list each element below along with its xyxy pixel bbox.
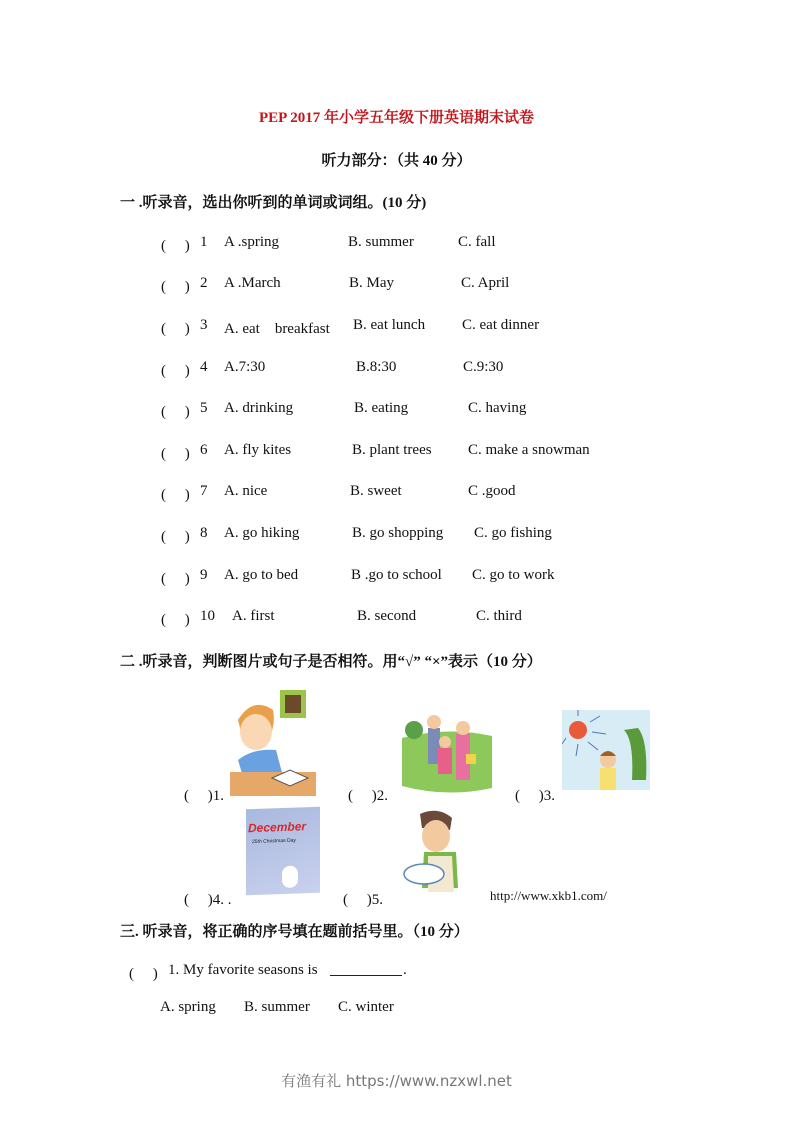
option-c: C. go fishing <box>474 525 552 541</box>
option-c: C.9:30 <box>463 359 504 375</box>
option-c: C. April <box>461 275 510 291</box>
option-b: B. go shopping <box>352 525 444 541</box>
question-number: 7 <box>200 483 208 499</box>
option-c: C. go to work <box>472 567 555 583</box>
family-walking-picture <box>402 708 492 798</box>
section-2-heading: 二 .听录音，判断图片或句子是否相符。用“√” “×”表示（10 分） <box>120 654 542 670</box>
option-b: B. summer <box>348 234 414 250</box>
picture-5-label[interactable]: ( )5. <box>343 892 383 908</box>
december-calendar-picture <box>246 807 320 896</box>
answer-blank[interactable] <box>330 963 402 976</box>
option-b: B. sweet <box>350 483 402 499</box>
section-3-heading: 三. 听录音，将正确的序号填在题前括号里。（10 分） <box>120 924 469 940</box>
answer-paren[interactable]: ( ) <box>161 404 190 420</box>
option-a: A. go hiking <box>224 525 300 541</box>
question-number: 1 <box>200 234 208 250</box>
option-c: C. having <box>468 400 527 416</box>
option-b: B. summer <box>244 999 310 1015</box>
calendar-note: 25th Christmas Day <box>252 837 296 846</box>
answer-paren[interactable]: ( ) <box>161 321 190 337</box>
option-a: A. eat breakfast <box>224 321 330 337</box>
option-c: C. fall <box>458 234 496 250</box>
page-subtitle: 听力部分：（共 40 分） <box>321 153 472 169</box>
question-number: 6 <box>200 442 208 458</box>
picture-1-label[interactable]: ( )1. <box>184 788 224 804</box>
option-a: A. drinking <box>224 400 294 416</box>
option-a: A. nice <box>224 483 268 499</box>
answer-paren[interactable]: ( ) <box>161 238 190 254</box>
section-1-heading: 一 .听录音，选出你听到的单词或词组。(10 分) <box>120 195 427 211</box>
option-b: B. plant trees <box>352 442 432 458</box>
answer-paren[interactable]: ( ) <box>129 966 158 982</box>
answer-paren[interactable]: ( ) <box>161 363 190 379</box>
option-c: C. third <box>476 608 522 624</box>
answer-paren[interactable]: ( ) <box>161 571 190 587</box>
question-number: 8 <box>200 525 208 541</box>
answer-paren[interactable]: ( ) <box>161 487 190 503</box>
option-c: C .good <box>468 483 516 499</box>
question-number: 5 <box>200 400 208 416</box>
question-end: . <box>403 962 407 978</box>
option-a: A.7:30 <box>224 359 266 375</box>
question-number: 3 <box>200 317 208 333</box>
footer-watermark: 有渔有礼 https://www.nzxwl.net <box>281 1072 512 1090</box>
option-a: A. first <box>232 608 275 624</box>
snowman-icon <box>282 865 298 888</box>
watermark-url: http://www.xkb1.com/ <box>490 888 607 903</box>
question-number: 4 <box>200 359 208 375</box>
option-c: C. winter <box>338 999 394 1015</box>
answer-paren[interactable]: ( ) <box>161 279 190 295</box>
question-number: 2 <box>200 275 208 291</box>
option-b: B. May <box>349 275 394 291</box>
answer-paren[interactable]: ( ) <box>161 529 190 545</box>
option-c: C. eat dinner <box>462 317 540 333</box>
option-a: A. spring <box>160 999 216 1015</box>
calendar-title: December <box>248 819 307 836</box>
boy-washing-picture <box>398 808 464 900</box>
option-a: A .March <box>224 275 281 291</box>
picture-4-label[interactable]: ( )4. . <box>184 892 232 908</box>
boy-reading-picture <box>228 688 318 798</box>
answer-paren[interactable]: ( ) <box>161 612 190 628</box>
option-b: B.8:30 <box>356 359 397 375</box>
option-a: A .spring <box>224 234 280 250</box>
question-number: 9 <box>200 567 208 583</box>
picture-2-label[interactable]: ( )2. <box>348 788 388 804</box>
answer-paren[interactable]: ( ) <box>161 446 190 462</box>
option-a: A. go to bed <box>224 567 299 583</box>
question-number: 10 <box>200 608 215 624</box>
option-b: B. eating <box>354 400 409 416</box>
option-b: B. eat lunch <box>353 317 426 333</box>
page-title: PEP 2017 年小学五年级下册英语期末试卷 <box>258 110 534 126</box>
hot-sun-picture <box>562 710 650 790</box>
picture-3-label[interactable]: ( )3. <box>515 788 555 804</box>
option-c: C. make a snowman <box>468 442 590 458</box>
option-a: A. fly kites <box>224 442 292 458</box>
option-b: B .go to school <box>351 567 442 583</box>
option-b: B. second <box>357 608 417 624</box>
question-text: 1. My favorite seasons is <box>168 962 318 978</box>
